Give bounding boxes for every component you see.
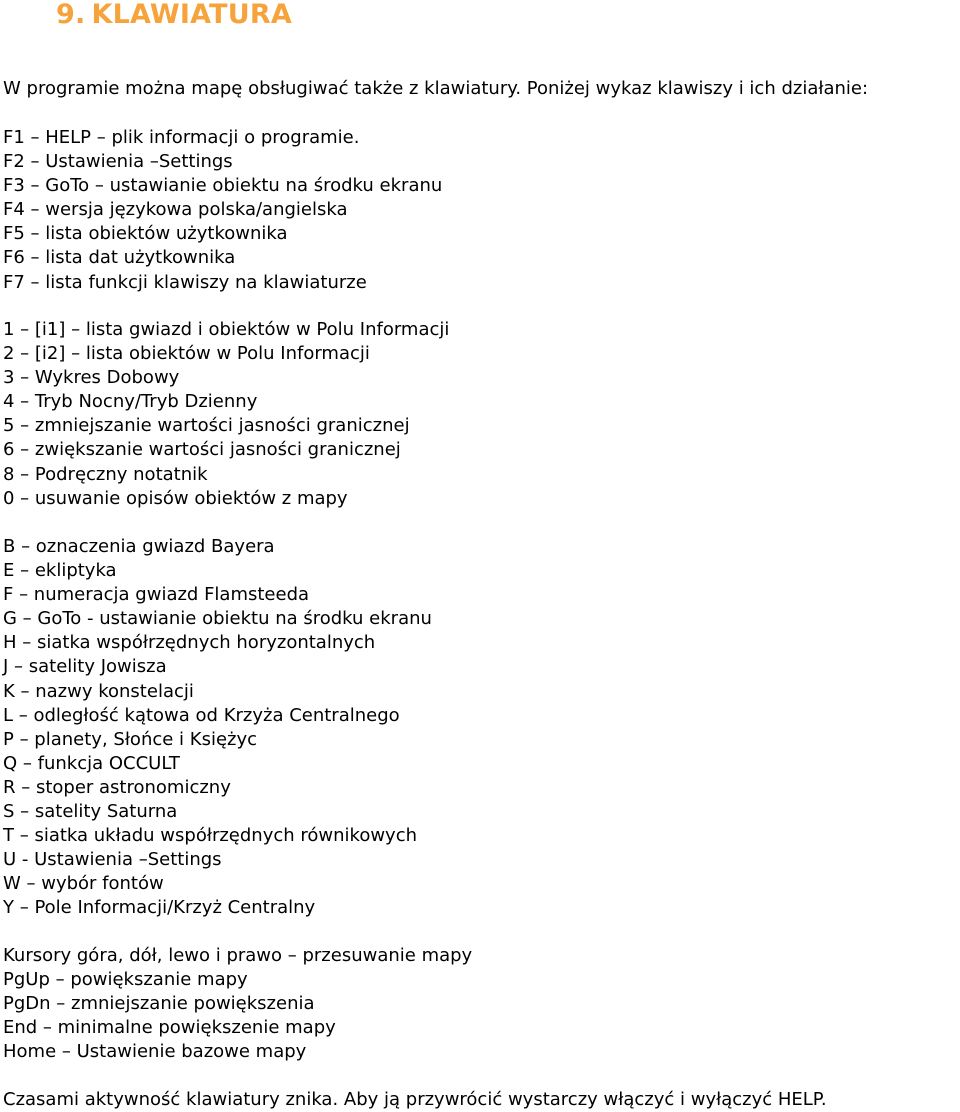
letter-key-item: B – oznaczenia gwiazd Bayera bbox=[3, 536, 275, 557]
function-key-item: F1 – HELP – plik informacji o programie. bbox=[3, 127, 360, 148]
document-page bbox=[3, 0, 958, 1110]
closing-note: Czasami aktywność klawiatury znika. Aby ją przywrócić wystarczy włączyć i wyłączyć HELP. bbox=[3, 1089, 827, 1110]
function-key-item: F4 – wersja językowa polska/angielska bbox=[3, 199, 348, 221]
letter-key-item: H – siatka współrzędnych horyzontalnych bbox=[3, 632, 376, 654]
navigation-key-item: PgDn – zmniejszanie powiększenia bbox=[3, 993, 315, 1015]
navigation-key-item: Kursory góra, dół, lewo i prawo – przesuwanie mapy bbox=[3, 945, 473, 966]
number-key-item: 6 – zwiększanie wartości jasności granicznej bbox=[3, 439, 401, 461]
number-key-item: 2 – [i2] – lista obiektów w Polu Informacji bbox=[3, 343, 370, 365]
navigation-keys-list bbox=[3, 944, 472, 1064]
function-keys-list bbox=[3, 126, 442, 295]
letter-key-item: U - Ustawienia –Settings bbox=[3, 849, 222, 871]
section-title: KLAWIATURA bbox=[91, 0, 292, 30]
navigation-key-item: Home – Ustawienie bazowe mapy bbox=[3, 1041, 307, 1063]
letter-keys-list bbox=[3, 535, 432, 921]
number-key-item: 1 – [i1] – lista gwiazd i obiektów w Polu Informacji bbox=[3, 319, 450, 340]
letter-key-item: K – nazwy konstelacji bbox=[3, 680, 194, 702]
intro-paragraph: W programie można mapę obsługiwać także z klawiatury. Poniżej wykaz klawiszy i ich działanie: bbox=[3, 78, 869, 99]
letter-key-item: S – satelity Saturna bbox=[3, 801, 178, 823]
function-key-item: F3 – GoTo – ustawianie obiektu na środku ekranu bbox=[3, 175, 443, 197]
navigation-key-item: End – minimalne powiększenie mapy bbox=[3, 1017, 336, 1039]
number-keys-list bbox=[3, 318, 449, 511]
letter-key-item: T – siatka układu współrzędnych równikowych bbox=[3, 825, 418, 847]
letter-key-item: F – numeracja gwiazd Flamsteeda bbox=[3, 584, 310, 606]
letter-key-item: Y – Pole Informacji/Krzyż Centralny bbox=[3, 897, 316, 919]
number-key-item: 4 – Tryb Nocny/Tryb Dzienny bbox=[3, 391, 258, 413]
letter-key-item: E – ekliptyka bbox=[3, 560, 117, 582]
navigation-key-item: PgUp – powiększanie mapy bbox=[3, 969, 248, 991]
number-key-item: 3 – Wykres Dobowy bbox=[3, 367, 180, 389]
section-number: 9. bbox=[56, 0, 86, 30]
letter-key-item: J – satelity Jowisza bbox=[3, 656, 167, 678]
letter-key-item: G – GoTo - ustawianie obiektu na środku ekranu bbox=[3, 608, 432, 630]
function-key-item: F7 – lista funkcji klawiszy na klawiaturze bbox=[3, 271, 367, 293]
number-key-item: 0 – usuwanie opisów obiektów z mapy bbox=[3, 487, 348, 509]
function-key-item: F5 – lista obiektów użytkownika bbox=[3, 223, 288, 245]
section-heading bbox=[3, 0, 958, 40]
function-key-item: F2 – Ustawienia –Settings bbox=[3, 151, 233, 173]
function-key-item: F6 – lista dat użytkownika bbox=[3, 247, 236, 269]
number-key-item: 5 – zmniejszanie wartości jasności granicznej bbox=[3, 415, 410, 437]
letter-key-item: Q – funkcja OCCULT bbox=[3, 752, 180, 774]
letter-key-item: L – odległość kątowa od Krzyża Centralnego bbox=[3, 704, 400, 726]
letter-key-item: R – stoper astronomiczny bbox=[3, 776, 231, 798]
letter-key-item: P – planety, Słońce i Księżyc bbox=[3, 728, 258, 750]
number-key-item: 8 – Podręczny notatnik bbox=[3, 463, 208, 485]
letter-key-item: W – wybór fontów bbox=[3, 873, 164, 895]
